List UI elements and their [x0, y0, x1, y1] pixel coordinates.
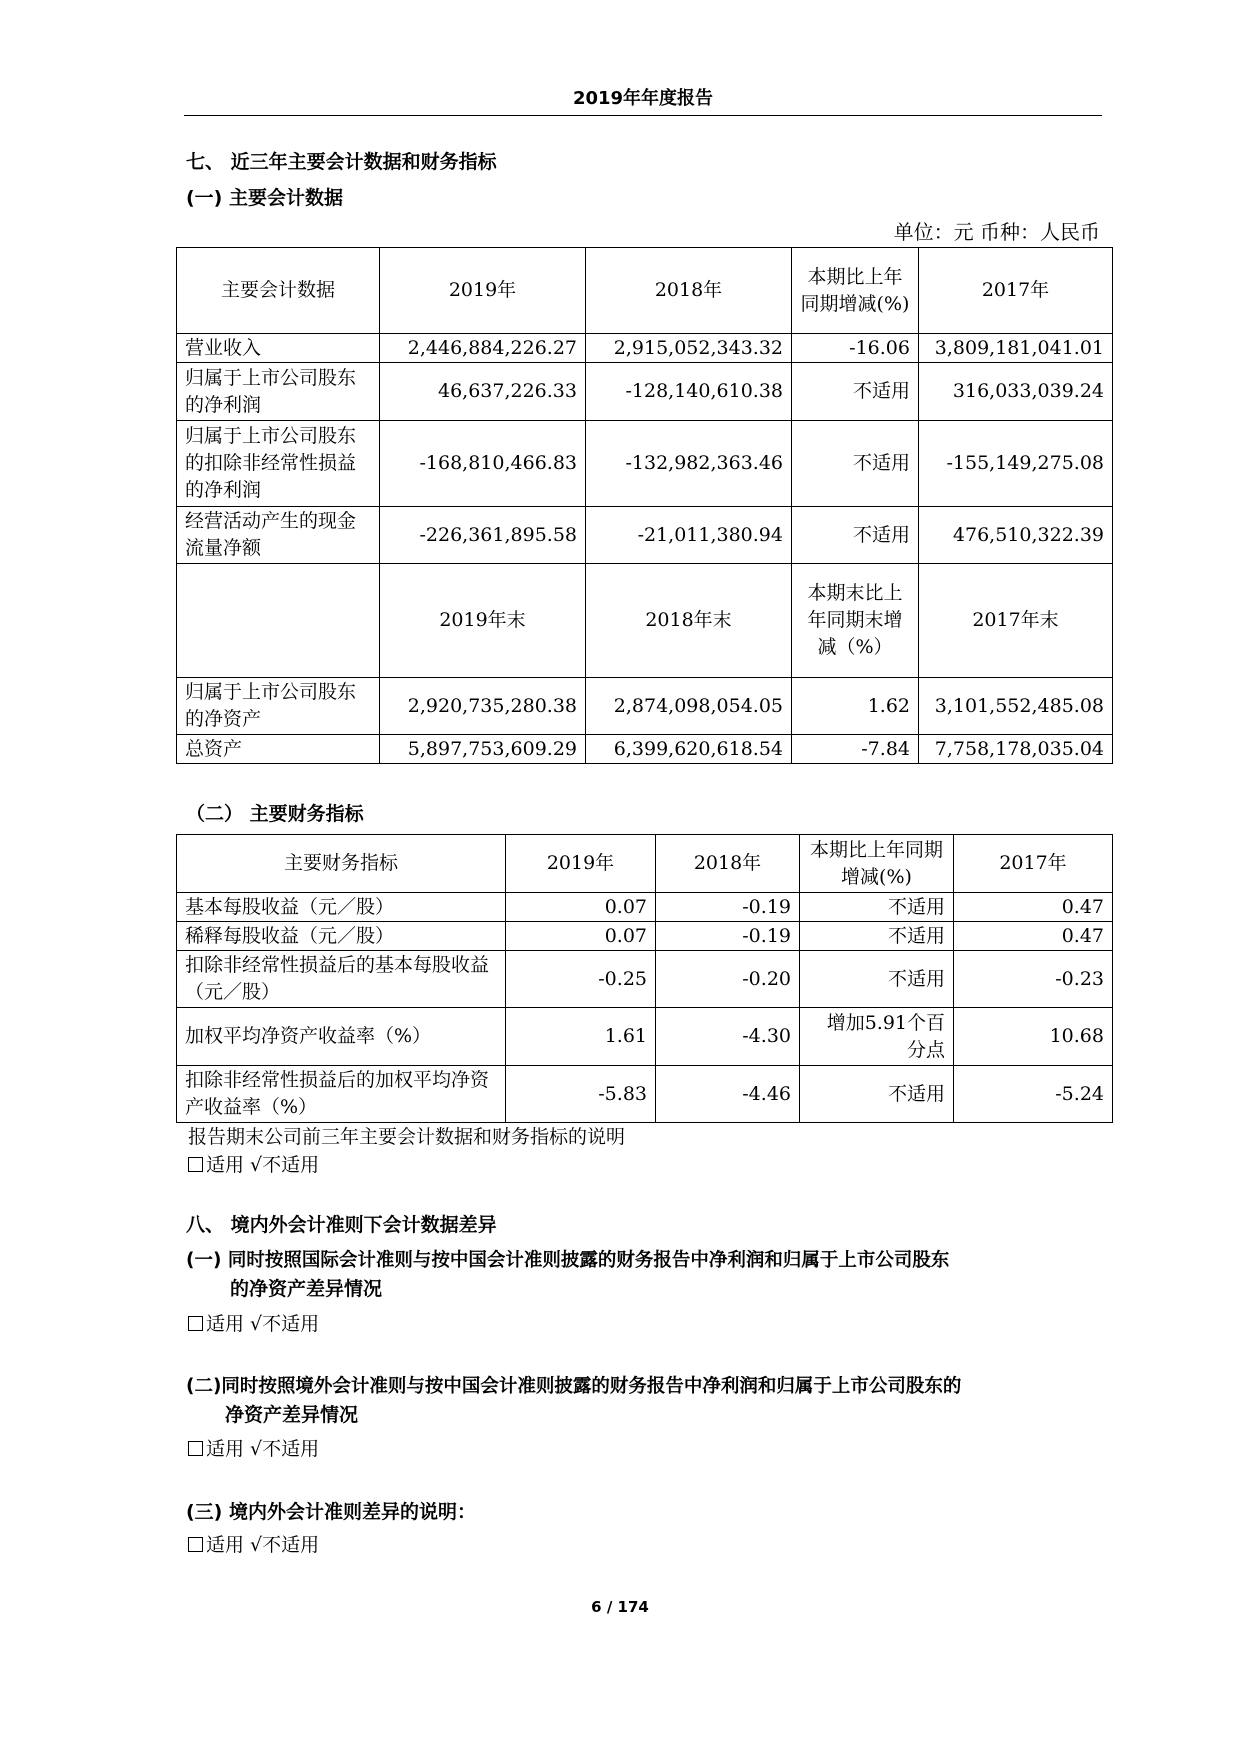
main-accounting-data-table — [176, 247, 1113, 764]
header-cell: 2017年 — [954, 835, 1113, 893]
item-1-line-1: (一) 同时按照国际会计准则与按中国会计准则披露的财务报告中净利润和归属于上市公司股东 — [186, 1250, 950, 1271]
row-label: 归属于上市公司股东的净资产 — [177, 678, 380, 735]
table-cell: 不适用 — [792, 363, 919, 421]
header-divider — [184, 115, 1102, 116]
header-cell: 本期比上年同期增减(%) — [792, 248, 919, 334]
applicable-checkbox-line — [188, 1151, 319, 1179]
table-row — [177, 735, 1113, 764]
table-cell: 476,510,322.39 — [919, 507, 1113, 564]
table-row — [177, 1066, 1113, 1123]
header-cell: 主要财务指标 — [177, 835, 506, 893]
table-header-row — [177, 248, 1113, 334]
table-row — [177, 507, 1113, 564]
applicable-checkbox-line — [188, 1435, 319, 1463]
applicable-checkbox-line — [188, 1310, 319, 1338]
table-cell: 增加5.91个百分点 — [800, 1008, 954, 1066]
header-cell: 2019年 — [380, 248, 586, 334]
checkbox-icon — [188, 1316, 203, 1331]
table-cell: 316,033,039.24 — [919, 363, 1113, 421]
table-cell: 不适用 — [800, 922, 954, 951]
table-cell: -155,149,275.08 — [919, 421, 1113, 507]
header-cell: 本期末比上年同期末增减（%） — [792, 564, 919, 678]
table-cell: 2,915,052,343.32 — [586, 334, 792, 363]
subsection-main-financial-indicators: （二） 主要财务指标 — [186, 803, 364, 825]
table-cell: 7,758,178,035.04 — [919, 735, 1113, 764]
applicable-label: 适用 √不适用 — [206, 1313, 320, 1335]
table-cell: 0.07 — [506, 893, 656, 922]
table-row — [177, 893, 1113, 922]
row-label: 加权平均净资产收益率（%） — [177, 1008, 506, 1066]
table-cell: 6,399,620,618.54 — [586, 735, 792, 764]
applicable-label: 适用 √不适用 — [206, 1438, 320, 1460]
header-cell: 2019年 — [506, 835, 656, 893]
table-cell: -0.19 — [656, 922, 800, 951]
table-cell: -132,982,363.46 — [586, 421, 792, 507]
header-cell: 2018年 — [656, 835, 800, 893]
page-number: 6 / 174 — [591, 1598, 649, 1616]
table-cell: 3,101,552,485.08 — [919, 678, 1113, 735]
table-cell: -4.30 — [656, 1008, 800, 1066]
row-label: 扣除非经常性损益后的加权平均净资产收益率（%） — [177, 1066, 506, 1123]
header-cell: 2019年末 — [380, 564, 586, 678]
checkbox-icon — [188, 1537, 203, 1552]
item-1-line-2: 的净资产差异情况 — [230, 1278, 383, 1300]
row-label: 归属于上市公司股东的净利润 — [177, 363, 380, 421]
financial-indicators-table — [176, 834, 1113, 1123]
table-cell: 0.47 — [954, 922, 1113, 951]
table-cell: -7.84 — [792, 735, 919, 764]
table-cell: -0.19 — [656, 893, 800, 922]
table-cell: 不适用 — [792, 421, 919, 507]
table-cell: 1.61 — [506, 1008, 656, 1066]
header-cell: 2018年末 — [586, 564, 792, 678]
table-cell: -5.24 — [954, 1066, 1113, 1123]
table-cell: 1.62 — [792, 678, 919, 735]
row-label: 归属于上市公司股东的扣除非经常性损益的净利润 — [177, 421, 380, 507]
table-header-row — [177, 564, 1113, 678]
table-cell: 0.47 — [954, 893, 1113, 922]
applicable-checkbox-line — [188, 1531, 319, 1559]
header-cell: 主要会计数据 — [177, 248, 380, 334]
checkbox-icon — [188, 1157, 203, 1172]
table-cell: 2,446,884,226.27 — [380, 334, 586, 363]
table-cell: -0.23 — [954, 951, 1113, 1008]
item-2-line-2: 净资产差异情况 — [225, 1404, 359, 1426]
table-cell: 不适用 — [800, 893, 954, 922]
table-cell: -4.46 — [656, 1066, 800, 1123]
table-cell: -0.20 — [656, 951, 800, 1008]
table-cell: 5,897,753,609.29 — [380, 735, 586, 764]
page-header: 2019年年度报告 — [572, 88, 714, 109]
header-cell: 本期比上年同期增减(%) — [800, 835, 954, 893]
table-cell: -168,810,466.83 — [380, 421, 586, 507]
table-cell: -5.83 — [506, 1066, 656, 1123]
table-cell: -226,361,895.58 — [380, 507, 586, 564]
table-cell: 2,874,098,054.05 — [586, 678, 792, 735]
table-header-row — [177, 835, 1113, 893]
table-cell: -16.06 — [792, 334, 919, 363]
table-row — [177, 951, 1113, 1008]
header-cell: 2017年 — [919, 248, 1113, 334]
header-cell — [177, 564, 380, 678]
item-2-line-1: (二)同时按照境外会计准则与按中国会计准则披露的财务报告中净利润和归属于上市公司股东的 — [186, 1376, 962, 1397]
table-cell: 10.68 — [954, 1008, 1113, 1066]
table-cell: 2,920,735,280.38 — [380, 678, 586, 735]
table-row — [177, 363, 1113, 421]
table-cell: 不适用 — [800, 951, 954, 1008]
row-label: 总资产 — [177, 735, 380, 764]
header-cell: 2017年末 — [919, 564, 1113, 678]
table-row — [177, 421, 1113, 507]
header-cell: 2018年 — [586, 248, 792, 334]
table-cell: 3,809,181,041.01 — [919, 334, 1113, 363]
table-cell: -21,011,380.94 — [586, 507, 792, 564]
row-label: 基本每股收益（元／股） — [177, 893, 506, 922]
indicators-note: 报告期末公司前三年主要会计数据和财务指标的说明 — [188, 1126, 626, 1148]
table-row — [177, 1008, 1113, 1066]
row-label: 稀释每股收益（元／股） — [177, 922, 506, 951]
applicable-label: 适用 √不适用 — [206, 1154, 320, 1176]
table-row — [177, 334, 1113, 363]
table-cell: -128,140,610.38 — [586, 363, 792, 421]
section-7-title: 七、 近三年主要会计数据和财务指标 — [186, 151, 497, 173]
table-cell: 不适用 — [800, 1066, 954, 1123]
row-label: 经营活动产生的现金流量净额 — [177, 507, 380, 564]
row-label: 扣除非经常性损益后的基本每股收益（元／股） — [177, 951, 506, 1008]
table-cell: 46,637,226.33 — [380, 363, 586, 421]
unit-currency-note: 单位：元 币种：人民币 — [893, 220, 1100, 244]
row-label: 营业收入 — [177, 334, 380, 363]
table-row — [177, 922, 1113, 951]
subsection-main-accounting-data: (一) 主要会计数据 — [186, 187, 343, 209]
table-cell: 不适用 — [792, 507, 919, 564]
item-3-title: (三) 境内外会计准则差异的说明： — [186, 1501, 476, 1523]
section-8-title: 八、 境内外会计准则下会计数据差异 — [186, 1214, 497, 1236]
table-cell: -0.25 — [506, 951, 656, 1008]
checkbox-icon — [188, 1441, 203, 1456]
table-row — [177, 678, 1113, 735]
table-cell: 0.07 — [506, 922, 656, 951]
applicable-label: 适用 √不适用 — [206, 1534, 320, 1556]
